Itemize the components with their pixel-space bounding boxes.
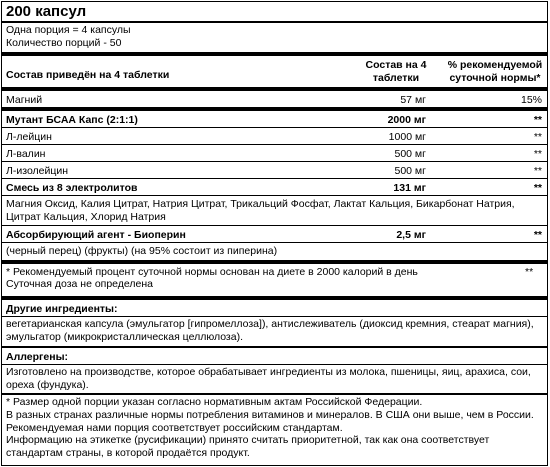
bioperine-description: (черный перец) (фрукты) (на 95% состоит из пиперина)	[2, 243, 547, 264]
row-amount: 2000 мг	[387, 114, 426, 126]
note-label-priority: Информацию на этикетке (русификации) принято считать приоритетной, так как она соответствует стандартам страны, в которой продаётся продукт.	[6, 434, 490, 459]
footnote-daily-value: * Рекомендуемый процент суточной нормы основан на диете в 2000 калорий в день	[6, 265, 418, 278]
row-amount: 500 мг	[394, 165, 426, 177]
other-ingredients-text: вегетарианская капсула (эмульгатор [гипромеллоза]), антислеживатель (диоксид кремния, стеарат магния), эмульгатор (микрокристаллическая целлюлоза).	[2, 317, 547, 347]
row-name: Л-валин	[6, 148, 46, 160]
other-ingredients-section	[2, 300, 547, 348]
footnote-not-established: Суточная доза не определена	[6, 278, 154, 291]
package-count: 200 капсул	[2, 2, 547, 23]
table-row-magnesium	[2, 91, 547, 111]
table-row-electrolytes	[2, 179, 547, 196]
header-composition: Состав приведён на 4 таблетки	[6, 69, 170, 81]
table-row-valine	[2, 145, 547, 162]
row-name: Л-изолейцин	[6, 165, 69, 177]
serving-info	[2, 23, 547, 56]
row-name: Абсорбирующий агент - Биоперин	[6, 229, 186, 242]
servings-count: Количество порций - 50	[6, 37, 122, 49]
table-row-bcaa	[2, 111, 547, 128]
row-daily-value: **	[533, 182, 542, 194]
row-name: Мутант БСАА Капс (2:1:1)	[6, 114, 138, 126]
table-row-bioperine	[2, 226, 547, 243]
row-amount: 131 мг	[393, 182, 426, 194]
row-amount: 1000 мг	[388, 131, 426, 143]
table-row-leucine	[2, 128, 547, 145]
row-amount: 500 мг	[394, 148, 426, 160]
row-name: Смесь из 8 электролитов	[6, 182, 138, 194]
row-name: Магний	[6, 94, 43, 106]
row-daily-value: 15%	[520, 94, 542, 106]
row-name: Л-лейцин	[6, 131, 52, 143]
row-daily-value: **	[533, 229, 542, 242]
header-amount: Состав на 4 таблетки	[365, 59, 427, 84]
row-daily-value: **	[533, 165, 542, 177]
note-russian-standards: Рекомендуемая нами порция соответствует российским стандартам.	[6, 421, 343, 434]
header-daily-value: % рекомендуемой суточной нормы*	[447, 59, 543, 84]
allergens-title: Аллергены:	[2, 348, 547, 366]
row-amount: 57 мг	[400, 94, 426, 106]
regulatory-notes	[2, 395, 547, 461]
allergens-text: Изготовлено на производстве, которое обрабатывает ингредиенты из молока, пшеницы, яиц, арахиса, сои, ореха (фундука).	[2, 365, 547, 395]
serving-size: Одна порция = 4 капсулы	[6, 24, 131, 36]
row-daily-value: **	[533, 114, 542, 126]
allergens-section	[2, 348, 547, 396]
table-row-isoleucine	[2, 162, 547, 179]
table-header	[2, 56, 547, 91]
electrolytes-list: Магния Оксид, Калия Цитрат, Натрия Цитрат, Трикальций Фосфат, Лактат Кальция, Бикарбонат Натрия, Цитрат Кальция, Хлорид Натрия	[2, 196, 547, 226]
note-serving-size: * Размер одной порции указан согласно нормативным актам Российской Федерации.	[6, 396, 423, 409]
footnote-stars: **	[525, 265, 534, 278]
row-daily-value: **	[533, 148, 542, 160]
footnote	[2, 264, 547, 300]
row-daily-value: **	[533, 131, 542, 143]
row-amount: 2,5 мг	[396, 229, 426, 242]
note-country-norms: В разных странах различные нормы потребления витаминов и минералов. В США они выше, чем в России.	[6, 408, 534, 421]
supplement-facts-label	[1, 1, 548, 466]
other-ingredients-title: Другие ингредиенты:	[2, 300, 547, 318]
